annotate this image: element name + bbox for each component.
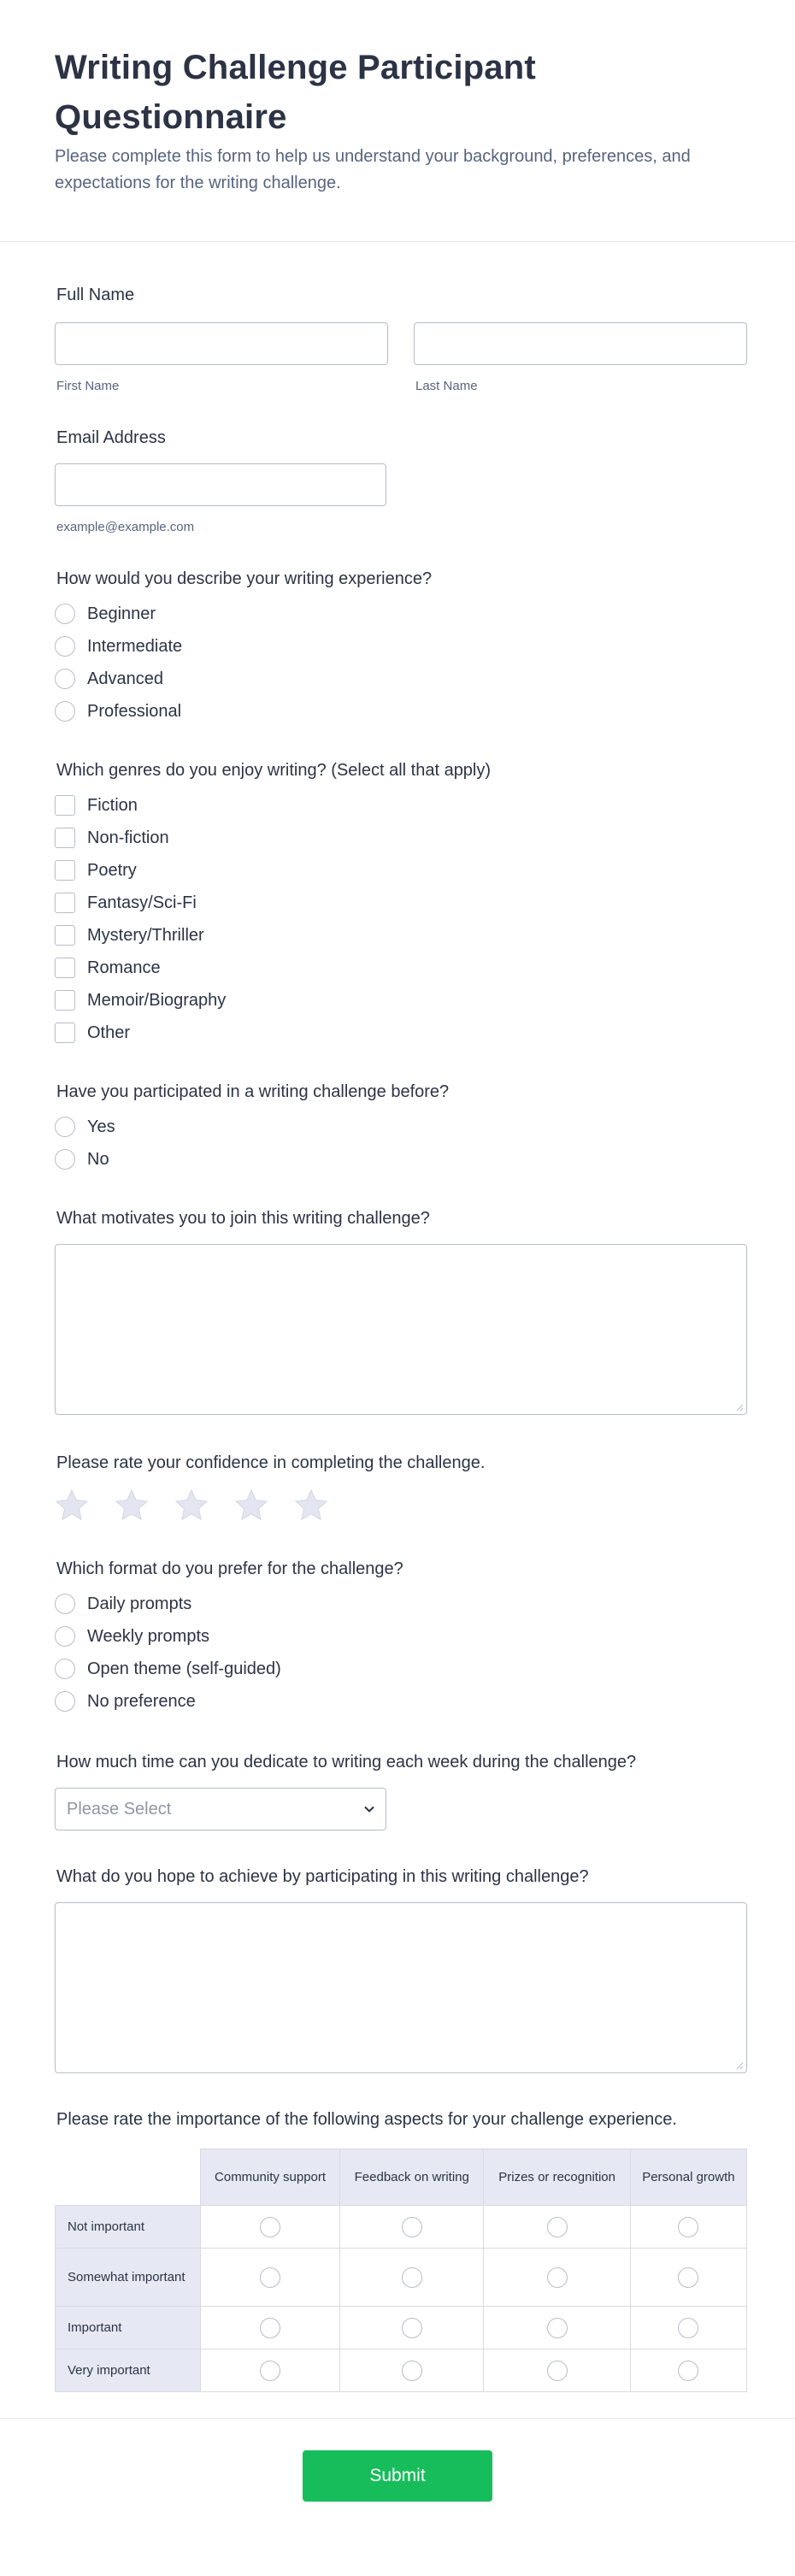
time-select[interactable]: [55, 1788, 386, 1830]
genre-option[interactable]: Memoir/Biography: [55, 984, 740, 1017]
genre-option[interactable]: Other: [55, 1017, 740, 1049]
genre-option[interactable]: Mystery/Thriller: [55, 919, 740, 952]
radio-button[interactable]: [260, 2267, 280, 2288]
radio-button[interactable]: [55, 1149, 75, 1170]
format-question: [55, 1523, 740, 1718]
email-question: [55, 393, 740, 534]
form-footer: [0, 2418, 795, 2502]
matrix-row: [56, 2307, 747, 2349]
radio-button[interactable]: [678, 2361, 698, 2381]
radio-button[interactable]: [678, 2267, 698, 2288]
motivation-textarea[interactable]: [55, 1244, 747, 1415]
star-icon[interactable]: [55, 1488, 89, 1523]
matrix-corner: [56, 2149, 201, 2206]
matrix-row: [56, 2249, 747, 2307]
format-option[interactable]: No preference: [55, 1685, 740, 1718]
matrix-column-header: Community support: [201, 2149, 340, 2206]
radio-button[interactable]: [260, 2361, 280, 2381]
genres-label: Which genres do you enjoy writing? (Select all that apply): [56, 761, 492, 780]
radio-button[interactable]: [55, 604, 75, 624]
matrix-row: [56, 2349, 747, 2392]
genre-option[interactable]: Non-fiction: [55, 822, 740, 854]
radio-button[interactable]: [678, 2217, 698, 2237]
achieve-question: [55, 1830, 740, 2073]
achieve-textarea[interactable]: [55, 1902, 747, 2073]
matrix-cell[interactable]: [484, 2307, 630, 2349]
matrix-cell[interactable]: [340, 2349, 484, 2392]
star-icon[interactable]: [294, 1488, 328, 1523]
radio-button[interactable]: [260, 2217, 280, 2237]
importance-label: Please rate the importance of the following aspects for your challenge experience.: [56, 2110, 677, 2129]
genres-options: [55, 789, 740, 1049]
confidence-question: [55, 1415, 740, 1523]
matrix-cell[interactable]: [484, 2206, 630, 2249]
participated-question: [55, 1049, 740, 1176]
checkbox[interactable]: [55, 990, 75, 1011]
experience-option[interactable]: Intermediate: [55, 630, 740, 663]
matrix-column-header: Personal growth: [630, 2149, 746, 2206]
matrix-row-header: Very important: [56, 2349, 201, 2392]
genre-option[interactable]: Fantasy/Sci-Fi: [55, 887, 740, 919]
chevron-down-icon: [363, 1805, 375, 1813]
radio-button[interactable]: [55, 1594, 75, 1614]
radio-button[interactable]: [55, 1117, 75, 1137]
time-question: [55, 1718, 740, 1830]
form-header: [0, 0, 795, 242]
radio-button[interactable]: [260, 2318, 280, 2338]
radio-button[interactable]: [402, 2217, 422, 2237]
matrix-cell[interactable]: [630, 2206, 746, 2249]
matrix-cell[interactable]: [484, 2249, 630, 2307]
matrix-column-header: Feedback on writing: [340, 2149, 484, 2206]
matrix-row-header: Somewhat important: [56, 2249, 201, 2307]
form-body: [0, 242, 795, 2392]
star-icon[interactable]: [174, 1488, 209, 1523]
full-name-question: [55, 242, 740, 393]
last-name-sublabel: Last Name: [415, 379, 478, 393]
experience-options: [55, 598, 740, 728]
experience-option[interactable]: Beginner: [55, 598, 740, 630]
format-options: [55, 1588, 740, 1718]
matrix-cell[interactable]: [630, 2349, 746, 2392]
matrix-cell[interactable]: [630, 2249, 746, 2307]
format-label: Which format do you prefer for the challenge?: [56, 1559, 403, 1578]
radio-button[interactable]: [55, 1659, 75, 1679]
participated-option[interactable]: No: [55, 1143, 740, 1176]
star-icon[interactable]: [115, 1488, 149, 1523]
genre-option[interactable]: Romance: [55, 952, 740, 984]
importance-question: [55, 2073, 740, 2392]
matrix-cell[interactable]: [340, 2206, 484, 2249]
radio-button[interactable]: [55, 1626, 75, 1647]
time-label: How much time can you dedicate to writing each week during the challenge?: [56, 1753, 637, 1771]
achieve-label: What do you hope to achieve by participating in this writing challenge?: [56, 1867, 589, 1886]
checkbox[interactable]: [55, 958, 75, 978]
radio-button[interactable]: [55, 669, 75, 689]
matrix-row: [56, 2206, 747, 2249]
experience-option[interactable]: Advanced: [55, 663, 740, 695]
radio-button[interactable]: [547, 2267, 568, 2288]
radio-button[interactable]: [402, 2318, 422, 2338]
motivation-question: [55, 1176, 740, 1415]
radio-button[interactable]: [402, 2361, 422, 2381]
genre-option[interactable]: Fiction: [55, 789, 740, 822]
matrix-cell[interactable]: [340, 2249, 484, 2307]
format-option[interactable]: Weekly prompts: [55, 1620, 740, 1653]
radio-button[interactable]: [547, 2217, 568, 2237]
matrix-header-row: [56, 2149, 747, 2206]
radio-button[interactable]: [547, 2318, 568, 2338]
checkbox[interactable]: [55, 795, 75, 816]
form-description: Please complete this form to help us understand your background, preferences, and expectations for the writing challenge.: [55, 147, 691, 192]
star-rating: [55, 1488, 740, 1523]
matrix-cell[interactable]: [201, 2307, 340, 2349]
star-icon[interactable]: [234, 1488, 268, 1523]
experience-label: How would you describe your writing experience?: [56, 569, 433, 588]
last-name-input[interactable]: [414, 322, 747, 365]
checkbox[interactable]: [55, 925, 75, 946]
form-title: Writing Challenge Participant Questionnaire: [55, 49, 536, 136]
resize-grip-icon[interactable]: [736, 2062, 744, 2070]
matrix-cell[interactable]: [484, 2349, 630, 2392]
matrix-cell[interactable]: [201, 2249, 340, 2307]
format-option[interactable]: Daily prompts: [55, 1588, 740, 1620]
checkbox[interactable]: [55, 893, 75, 913]
matrix-row-header: Important: [56, 2307, 201, 2349]
participated-options: [55, 1111, 740, 1176]
resize-grip-icon[interactable]: [736, 1404, 744, 1412]
checkbox[interactable]: [55, 828, 75, 848]
first-name-input[interactable]: [55, 322, 388, 365]
full-name-label: Full Name: [56, 286, 135, 304]
email-label: Email Address: [56, 428, 166, 447]
radio-button[interactable]: [55, 636, 75, 657]
confidence-label: Please rate your confidence in completing the challenge.: [56, 1453, 486, 1472]
matrix-cell[interactable]: [340, 2307, 484, 2349]
matrix-cell[interactable]: [630, 2307, 746, 2349]
experience-option[interactable]: Professional: [55, 695, 740, 728]
radio-button[interactable]: [547, 2361, 568, 2381]
submit-button[interactable]: Submit: [303, 2450, 492, 2502]
experience-question: [55, 534, 740, 728]
importance-matrix: [55, 2149, 747, 2392]
radio-button[interactable]: [402, 2267, 422, 2288]
motivation-label: What motivates you to join this writing challenge?: [56, 1209, 430, 1228]
format-option[interactable]: Open theme (self-guided): [55, 1653, 740, 1685]
checkbox[interactable]: [55, 1023, 75, 1043]
time-select-placeholder: Please Select: [67, 1799, 172, 1819]
matrix-cell[interactable]: [201, 2206, 340, 2249]
checkbox[interactable]: [55, 860, 75, 881]
participated-label: Have you participated in a writing challenge before?: [56, 1082, 450, 1101]
participated-option[interactable]: Yes: [55, 1111, 740, 1143]
matrix-column-header: Prizes or recognition: [484, 2149, 630, 2206]
genre-option[interactable]: Poetry: [55, 854, 740, 887]
first-name-sublabel: First Name: [56, 379, 120, 393]
radio-button[interactable]: [55, 701, 75, 722]
email-sublabel: example@example.com: [56, 520, 195, 534]
genres-question: [55, 728, 740, 1049]
email-input[interactable]: [55, 463, 386, 506]
matrix-row-header: Not important: [56, 2206, 201, 2249]
radio-button[interactable]: [678, 2318, 698, 2338]
matrix-cell[interactable]: [201, 2349, 340, 2392]
radio-button[interactable]: [55, 1691, 75, 1712]
